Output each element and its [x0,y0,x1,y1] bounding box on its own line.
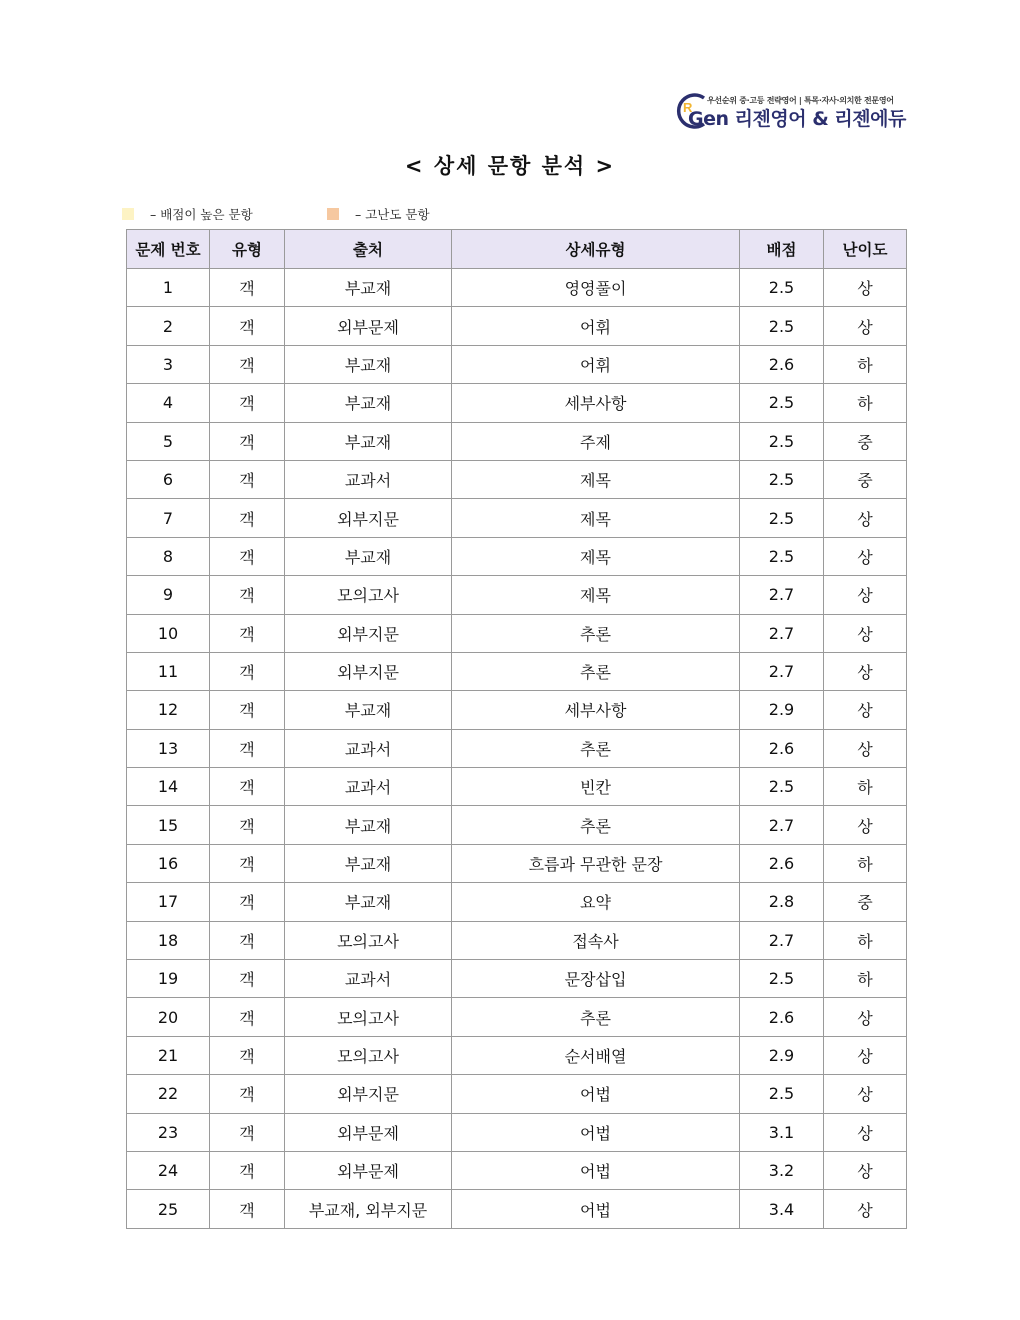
page-title: < 상세 문항 분석 > [404,154,616,178]
cell-detail-type: 제목 [452,537,740,575]
cell-difficulty: 하 [824,921,907,959]
cell-type: 객 [210,499,285,537]
logo-brand-name1: 리젠영어 [734,108,807,130]
cell-difficulty: 하 [824,960,907,998]
cell-number: 10 [127,614,210,652]
cell-score: 2.5 [740,537,824,575]
cell-type: 객 [210,652,285,690]
cell-detail-type: 추론 [452,652,740,690]
cell-number: 1 [127,269,210,307]
cell-difficulty: 상 [824,614,907,652]
cell-difficulty: 상 [824,269,907,307]
cell-detail-type: 어법 [452,1075,740,1113]
analysis-table [126,229,907,1229]
cell-difficulty: 상 [824,691,907,729]
cell-difficulty: 상 [824,652,907,690]
cell-source: 부교재 [285,883,452,921]
cell-detail-type: 어휘 [452,345,740,383]
cell-number: 22 [127,1075,210,1113]
cell-number: 15 [127,806,210,844]
cell-detail-type: 제목 [452,460,740,498]
cell-number: 18 [127,921,210,959]
cell-number: 2 [127,307,210,345]
table-row [127,614,907,652]
cell-score: 2.5 [740,960,824,998]
logo-brand-amp: & [812,108,829,130]
cell-type: 객 [210,1036,285,1074]
cell-difficulty: 상 [824,499,907,537]
cell-number: 12 [127,691,210,729]
cell-score: 2.5 [740,460,824,498]
cell-number: 21 [127,1036,210,1074]
table-body [127,269,907,1229]
cell-detail-type: 문장삽입 [452,960,740,998]
cell-type: 객 [210,576,285,614]
cell-number: 14 [127,768,210,806]
cell-detail-type: 접속사 [452,921,740,959]
table-row [127,345,907,383]
table-row [127,1113,907,1151]
cell-source: 부교재 [285,384,452,422]
cell-number: 13 [127,729,210,767]
cell-score: 2.7 [740,921,824,959]
cell-difficulty: 상 [824,806,907,844]
cell-difficulty: 중 [824,883,907,921]
cell-source: 부교재 [285,537,452,575]
logo-tagline: 우선순위 중·고등 전략영어 | 특목·자사·의치한 전문영어 [707,96,894,105]
cell-score: 3.4 [740,1190,824,1228]
cell-type: 객 [210,1075,285,1113]
cell-source: 교과서 [285,460,452,498]
cell-number: 7 [127,499,210,537]
cell-number: 5 [127,422,210,460]
cell-source: 외부문제 [285,1151,452,1189]
cell-detail-type: 주제 [452,422,740,460]
cell-source: 부교재 [285,691,452,729]
table-row [127,1036,907,1074]
cell-number: 3 [127,345,210,383]
cell-number: 11 [127,652,210,690]
cell-source: 외부지문 [285,652,452,690]
cell-detail-type: 제목 [452,576,740,614]
cell-number: 17 [127,883,210,921]
cell-detail-type: 흐름과 무관한 문장 [452,844,740,882]
cell-source: 교과서 [285,729,452,767]
logo-brand-gen: Gen [688,108,729,130]
cell-difficulty: 상 [824,998,907,1036]
legend-item-difficult [327,205,430,223]
cell-score: 2.5 [740,422,824,460]
cell-score: 2.6 [740,998,824,1036]
cell-source: 모의고사 [285,998,452,1036]
cell-difficulty: 상 [824,729,907,767]
cell-source: 외부문제 [285,307,452,345]
table-row [127,691,907,729]
cell-detail-type: 세부사항 [452,384,740,422]
table-row [127,422,907,460]
cell-score: 2.5 [740,384,824,422]
table-row [127,652,907,690]
table-row [127,806,907,844]
cell-difficulty: 상 [824,1036,907,1074]
cell-type: 객 [210,768,285,806]
cell-difficulty: 중 [824,460,907,498]
cell-type: 객 [210,1190,285,1228]
cell-type: 객 [210,345,285,383]
legend-label-high-score: – 배점이 높은 문항 [150,207,253,222]
table-row [127,1075,907,1113]
cell-source: 부교재 [285,844,452,882]
cell-difficulty: 상 [824,576,907,614]
cell-detail-type: 추론 [452,998,740,1036]
cell-source: 외부지문 [285,614,452,652]
cell-number: 9 [127,576,210,614]
cell-type: 객 [210,614,285,652]
cell-type: 객 [210,960,285,998]
logo-brand [688,104,906,131]
header-source: 출처 [285,230,452,269]
header-detail-type: 상세유형 [452,230,740,269]
cell-score: 2.7 [740,576,824,614]
table-row [127,384,907,422]
cell-type: 객 [210,921,285,959]
table-row [127,307,907,345]
cell-type: 객 [210,1151,285,1189]
cell-source: 교과서 [285,768,452,806]
cell-type: 객 [210,883,285,921]
cell-detail-type: 제목 [452,499,740,537]
cell-type: 객 [210,844,285,882]
table-row [127,269,907,307]
cell-type: 객 [210,691,285,729]
cell-score: 2.7 [740,652,824,690]
cell-source: 부교재 [285,345,452,383]
cell-number: 25 [127,1190,210,1228]
cell-source: 부교재 [285,422,452,460]
cell-score: 2.5 [740,768,824,806]
cell-detail-type: 어법 [452,1151,740,1189]
cell-score: 3.1 [740,1113,824,1151]
cell-type: 객 [210,384,285,422]
cell-source: 부교재, 외부지문 [285,1190,452,1228]
cell-source: 부교재 [285,806,452,844]
cell-detail-type: 순서배열 [452,1036,740,1074]
cell-number: 23 [127,1113,210,1151]
cell-source: 모의고사 [285,576,452,614]
table-row [127,768,907,806]
cell-detail-type: 어법 [452,1190,740,1228]
cell-source: 모의고사 [285,921,452,959]
cell-score: 2.7 [740,614,824,652]
legend-item-high-score [122,205,253,223]
cell-number: 24 [127,1151,210,1189]
brand-logo [674,90,904,132]
svg-text:R: R [683,100,693,115]
cell-type: 객 [210,422,285,460]
cell-type: 객 [210,269,285,307]
cell-number: 16 [127,844,210,882]
table-row [127,576,907,614]
table-row [127,883,907,921]
cell-score: 2.6 [740,345,824,383]
cell-difficulty: 상 [824,1075,907,1113]
cell-difficulty: 상 [824,537,907,575]
cell-type: 객 [210,537,285,575]
cell-detail-type: 어휘 [452,307,740,345]
cell-score: 2.5 [740,269,824,307]
cell-detail-type: 추론 [452,614,740,652]
header-difficulty: 난이도 [824,230,907,269]
cell-number: 19 [127,960,210,998]
table-row [127,921,907,959]
cell-detail-type: 빈칸 [452,768,740,806]
cell-source: 모의고사 [285,1036,452,1074]
cell-number: 6 [127,460,210,498]
header-type: 유형 [210,230,285,269]
table-row [127,960,907,998]
legend-swatch-difficult [327,208,339,220]
cell-source: 부교재 [285,269,452,307]
table-row [127,537,907,575]
cell-detail-type: 영영풀이 [452,269,740,307]
table-row [127,844,907,882]
legend-label-difficult: – 고난도 문항 [355,207,430,222]
cell-type: 객 [210,729,285,767]
cell-type: 객 [210,307,285,345]
cell-difficulty: 하 [824,844,907,882]
cell-score: 2.5 [740,1075,824,1113]
cell-score: 2.6 [740,729,824,767]
cell-type: 객 [210,460,285,498]
cell-difficulty: 하 [824,345,907,383]
cell-type: 객 [210,806,285,844]
logo-brand-name2: 리젠에듀 [834,108,906,130]
cell-detail-type: 세부사항 [452,691,740,729]
cell-difficulty: 상 [824,1113,907,1151]
cell-type: 객 [210,1113,285,1151]
table-header-row [127,230,907,269]
header-number: 문제 번호 [127,230,210,269]
header-score: 배점 [740,230,824,269]
table-row [127,499,907,537]
cell-number: 8 [127,537,210,575]
cell-detail-type: 요약 [452,883,740,921]
cell-difficulty: 상 [824,307,907,345]
table-row [127,1151,907,1189]
table-row [127,1190,907,1228]
table-row [127,460,907,498]
table-row [127,998,907,1036]
cell-detail-type: 추론 [452,806,740,844]
cell-score: 2.5 [740,499,824,537]
cell-score: 2.9 [740,691,824,729]
cell-source: 외부문제 [285,1113,452,1151]
legend-swatch-high-score [122,208,134,220]
cell-number: 20 [127,998,210,1036]
cell-score: 2.7 [740,806,824,844]
cell-score: 2.5 [740,307,824,345]
cell-difficulty: 하 [824,384,907,422]
cell-difficulty: 하 [824,768,907,806]
cell-difficulty: 상 [824,1190,907,1228]
cell-type: 객 [210,998,285,1036]
cell-difficulty: 상 [824,1151,907,1189]
cell-difficulty: 중 [824,422,907,460]
cell-score: 3.2 [740,1151,824,1189]
cell-number: 4 [127,384,210,422]
cell-score: 2.6 [740,844,824,882]
cell-detail-type: 어법 [452,1113,740,1151]
table-row [127,729,907,767]
cell-source: 교과서 [285,960,452,998]
cell-source: 외부지문 [285,499,452,537]
cell-source: 외부지문 [285,1075,452,1113]
cell-score: 2.8 [740,883,824,921]
cell-detail-type: 추론 [452,729,740,767]
cell-score: 2.9 [740,1036,824,1074]
